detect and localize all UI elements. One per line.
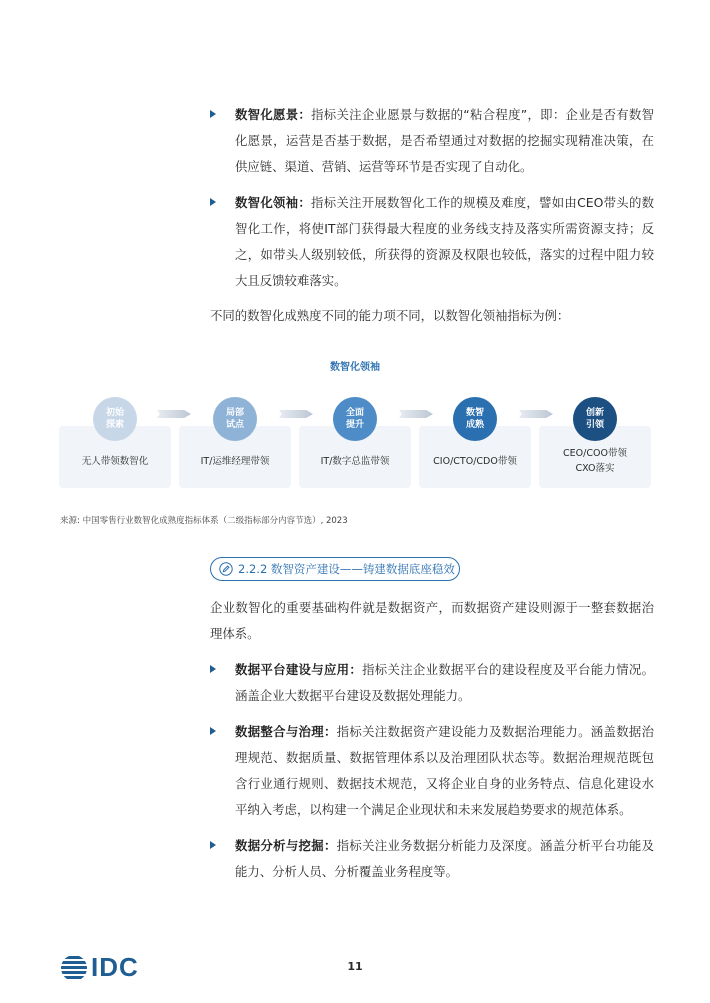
stage-box: IT/数字总监带领: [299, 426, 411, 488]
stage-circle: 初始 探索: [93, 397, 137, 441]
bullet-arrow-icon: [210, 727, 216, 735]
bullet-data-governance: [210, 719, 654, 823]
section-heading: [210, 557, 460, 581]
bullet-arrow-icon: [210, 841, 216, 849]
bullet-arrow-icon: [210, 110, 216, 118]
bullet-text: 指标关注业务数据分析能力及深度。涵盖分析平台功能及能力、分析人员、分析覆盖业务程度等。: [235, 838, 655, 879]
stage-circle: 创新 引领: [573, 397, 617, 441]
bullet-text: 指标关注企业愿景与数据的“粘合程度”，即：企业是否有数智化愿景，运营是否基于数据，是否希望通过对数据的挖掘实现精准决策，在供应链、渠道、营销、运营等环节是否实现了自动化。: [235, 107, 655, 174]
bullet-text: 指标关注数据资产建设能力及数据治理能力。涵盖数据治理规范、数据质量、数据管理体系以及治理团队状态等。数据治理规范既包含行业通行规则、数据技术规范，又将企业自身的业务特点、信息化建设水平纳入考虑，以构建一个满足企业现状和未来发展趋势要求的规范体系。: [235, 724, 655, 817]
bullet-data-platform: [210, 657, 654, 709]
arrow-right-icon: [519, 410, 553, 418]
page-number: 11: [347, 960, 363, 973]
bullet-text: 指标关注企业数据平台的建设程度及平台能力情况。涵盖企业大数据平台建设及数据处理能力。: [235, 662, 655, 703]
section-title: 2.2.2 数智资产建设——铸建数据底座稳效: [238, 562, 455, 576]
bullet-text: 指标关注开展数智化工作的规模及难度，譬如由CEO带头的数智化工作，将使IT部门获得最大程度的业务线支持及落实所需资源支持；反之，如带头人级别较低，所获得的资源及权限也较低，落实的过程中阻力较大且反馈较难落实。: [235, 195, 655, 288]
logo-text: IDC: [91, 952, 139, 982]
bullet-term: 数智化愿景：: [235, 107, 312, 122]
bullet-digital-vision: [210, 102, 654, 180]
arrow-right-icon: [279, 410, 313, 418]
bullet-digital-leader: [210, 190, 654, 294]
bullet-data-analysis: [210, 833, 654, 885]
bullet-term: 数据分析与挖掘：: [235, 838, 337, 853]
bullet-arrow-icon: [210, 665, 216, 673]
stage-box: CIO/CTO/CDO带领: [419, 426, 531, 488]
stage-circle: 局部 试点: [213, 397, 257, 441]
source-note: 来源: 中国零售行业数智化成熟度指标体系（二级指标部分内容节选）, 2023: [60, 516, 348, 526]
stage-box: IT/运维经理带领: [179, 426, 291, 488]
stage-box: 无人带领数智化: [59, 426, 171, 488]
arrow-right-icon: [399, 410, 433, 418]
arrow-right-icon: [157, 410, 191, 418]
bullet-arrow-icon: [210, 198, 216, 206]
stage-circle: 全面 提升: [333, 397, 377, 441]
stage-box: CEO/COO带领 CXO落实: [539, 426, 651, 488]
intro-paragraph: 不同的数智化成熟度不同的能力项不同，以数智化领袖指标为例：: [210, 308, 570, 323]
bullet-term: 数据整合与治理：: [235, 724, 337, 739]
stage-circle: 数智 成熟: [453, 397, 497, 441]
bullet-term: 数据平台建设与应用：: [235, 662, 363, 677]
section-paragraph: 企业数智化的重要基础构件就是数据资产，而数据资产建设则源于一整套数据治理体系。: [210, 600, 654, 641]
diagram-title: 数智化领袖: [330, 362, 380, 373]
bullet-term: 数智化领袖：: [235, 195, 312, 210]
pencil-icon: [219, 562, 233, 576]
